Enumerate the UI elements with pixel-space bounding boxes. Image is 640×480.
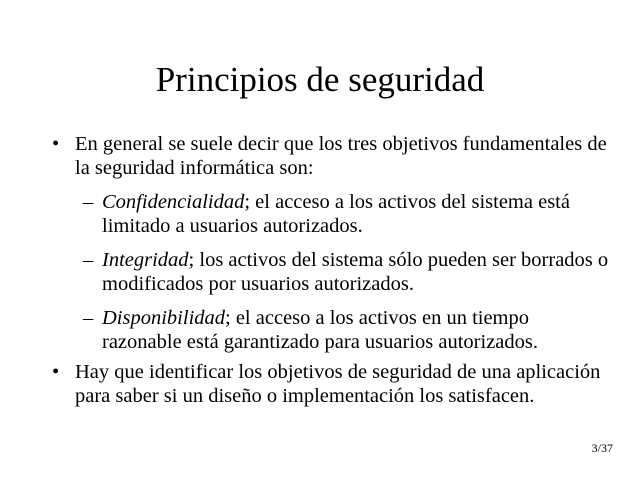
dash-icon: – (83, 249, 94, 271)
sub-bullet-text: ; el acceso a los activos en un tiempo razonable está garantizado para usuarios autorizados. (102, 307, 538, 353)
bullet-icon: • (52, 361, 60, 383)
sub-bullet-item (83, 190, 610, 238)
bullet-list (0, 132, 640, 408)
dash-icon: – (83, 307, 94, 329)
page-number: 3/37 (591, 441, 613, 455)
bullet-icon: • (52, 133, 60, 155)
term-disponibilidad: Disponibilidad (102, 307, 226, 329)
bullet-item (0, 360, 640, 408)
dash-icon: – (83, 191, 94, 213)
sub-bullet-list (75, 190, 610, 354)
term-confidencialidad: Confidencialidad (102, 191, 245, 213)
bullet-text: Hay que identificar los objetivos de seguridad de una aplicación para saber si un diseño o implementación los satisfacen. (75, 361, 601, 407)
bullet-text: En general se suele decir que los tres objetivos fundamentales de la seguridad informática son: (75, 133, 607, 179)
sub-bullet-item (83, 248, 610, 296)
sub-bullet-item (83, 306, 610, 354)
sub-bullet-text: ; los activos del sistema sólo pueden ser borrados o modificados por usuarios autorizados. (102, 249, 609, 295)
term-integridad: Integridad (102, 249, 189, 271)
slide-title: Principios de seguridad (155, 60, 485, 99)
bullet-item (0, 132, 640, 354)
sub-bullet-text: ; el acceso a los activos del sistema está limitado a usuarios autorizados. (102, 191, 570, 237)
